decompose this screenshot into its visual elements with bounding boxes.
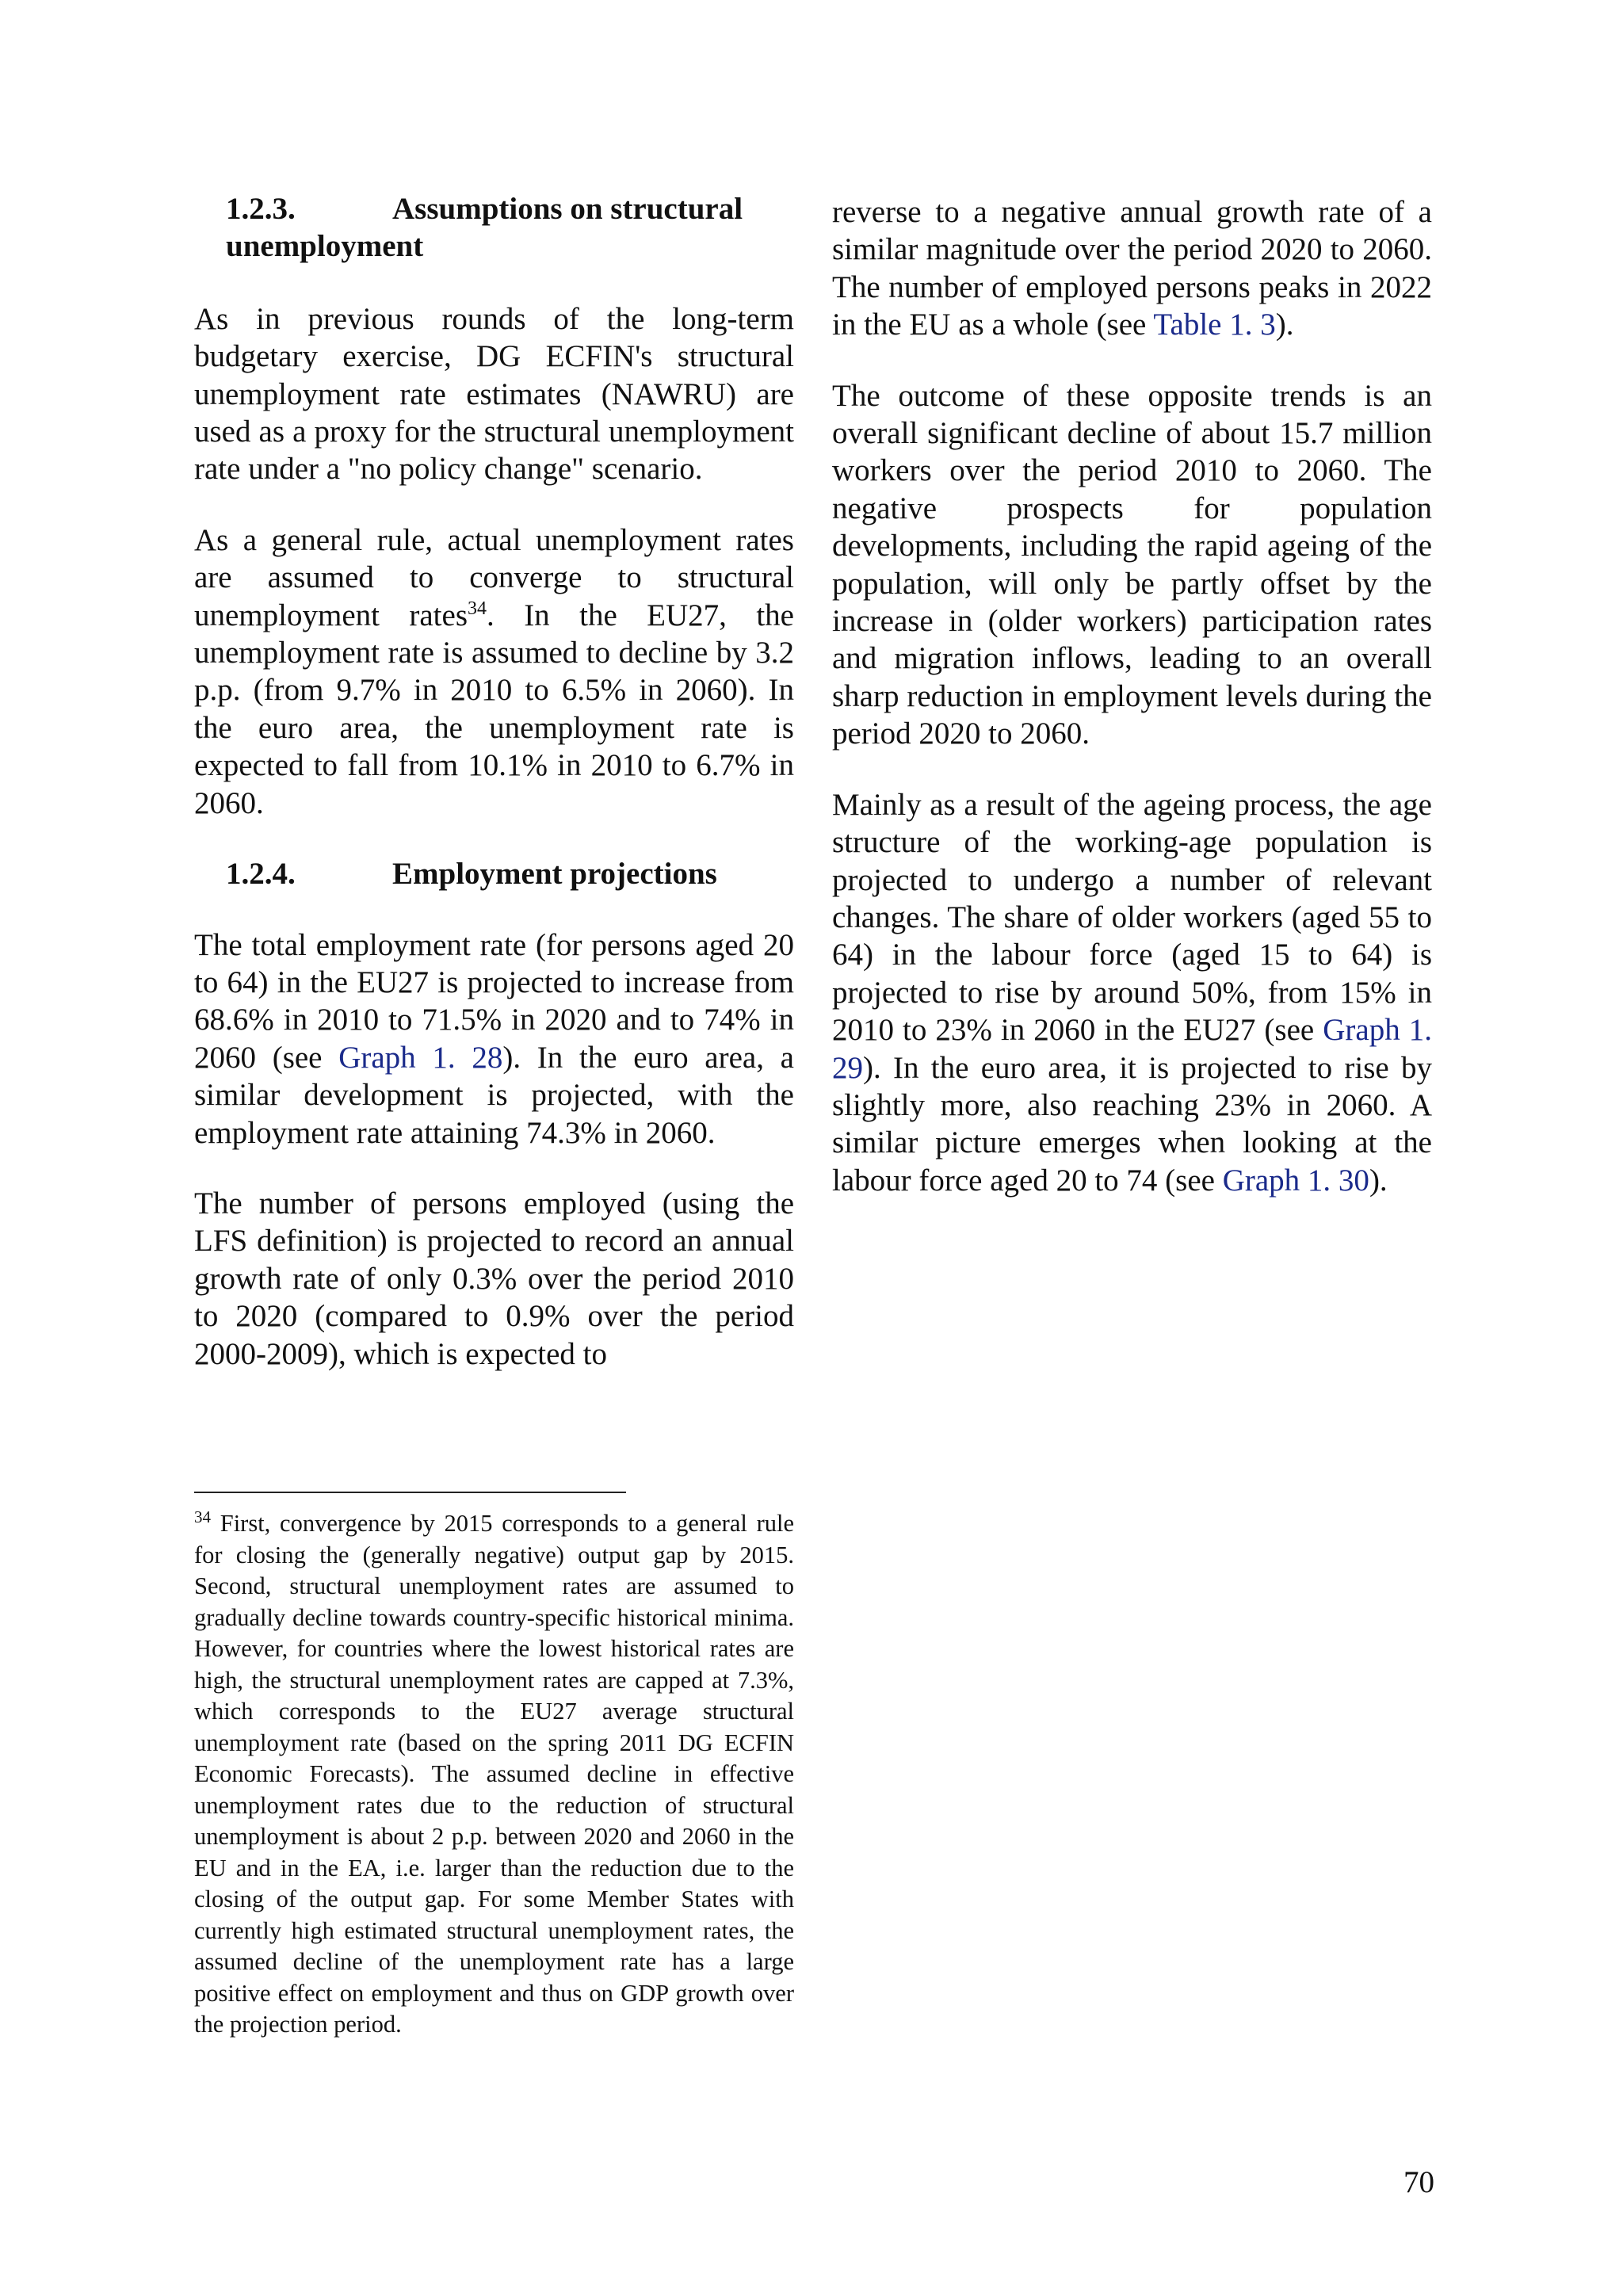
- footnote-34: [194, 1508, 794, 2041]
- section-title: Assumptions on structural unemployment: [226, 192, 743, 264]
- paragraph-text: . In the EU27, the unemployment rate is assumed to decline by 3.2 p.p. (from 9.7% in 2010 to 6.5% in 2060). In the euro area, the unemployment rate is expected to fall from 10.1% in 2010 to 6.7% in 2060.: [194, 598, 794, 820]
- section-heading-1-2-4: [194, 855, 794, 892]
- page-number: 70: [1403, 2165, 1434, 2199]
- paragraph-text: ). In the euro area, it is projected to rise by slightly more, also reaching 23% in 2060. A similar picture emerges when looking at the labour force aged 20 to 74 (see: [832, 1050, 1432, 1198]
- section-number: 1.2.3.: [226, 192, 296, 226]
- footnote-separator: [194, 1492, 626, 1493]
- paragraph-text: ).: [1369, 1163, 1388, 1198]
- paragraph-text: ).: [1275, 308, 1294, 342]
- paragraph-reverse-growth: [832, 193, 1432, 344]
- paragraph-text: As a general rule, actual unemployment rates are assumed to converge to structural unemployment rates: [194, 522, 794, 632]
- footnote-reference[interactable]: 34: [468, 598, 487, 619]
- paragraph-age-structure: [832, 786, 1432, 1199]
- paragraph-convergence: [194, 521, 794, 822]
- paragraph-text: ). In the euro area, a similar development is projected, with the employment rate attaining 74.3% in 2060.: [194, 1040, 794, 1150]
- paragraph-text: The total employment rate (for persons aged 20 to 64) in the EU27 is projected to increase from 68.6% in 2010 to 71.5% in 2020 and to 74% in 2060 (see: [194, 927, 794, 1075]
- footnote-text: First, convergence by 2015 corresponds to a general rule for closing the (generally negative) output gap by 2015. Second, structural unemployment rates are assumed to gradually decline towards country-specific historical minima. However, for countries where the lowest historical rates are high, the structural unemployment rates are capped at 7.3%, which corresponds to the EU27 average structural unemployment rate (based on the spring 2011 DG ECFIN Economic Forecasts). The assumed decline in effective unemployment rates due to the reduction of structural unemployment is about 2 p.p. between 2020 and 2060 in the EU and in the EA, i.e. larger than the reduction due to the closing of the output gap. For some Member States with currently high estimated structural unemployment rates, the assumed decline of the unemployment rate has a large positive effect on employment and thus on GDP growth over the projection period.: [194, 1510, 794, 2038]
- paragraph-nawru: As in previous rounds of the long-term budgetary exercise, DG ECFIN's structural unemployment rate estimates (NAWRU) are used as a proxy for the structural unemployment rate under a "no policy change" scenario.: [194, 301, 794, 487]
- paragraph-opposite-trends: The outcome of these opposite trends is an overall significant decline of about 15.7 million workers over the period 2010 to 2060. The negative prospects for population developments, including the rapid ageing of the population, will only be partly offset by the increase in (older workers) participation rates and migration inflows, leading to an overall sharp reduction in employment levels during the period 2020 to 2060.: [832, 378, 1432, 751]
- table-1-3-link[interactable]: Table 1. 3: [1153, 308, 1276, 342]
- footnote-mark: 34: [194, 1507, 211, 1526]
- section-title: Employment projections: [392, 857, 717, 892]
- paragraph-text: Mainly as a result of the ageing process, the age structure of the working-age population is projected to undergo a number of relevant changes. The share of older workers (aged 55 to 64) in the labour force (aged 15 to 64) is projected to rise by around 50%, from 15% in 2010 to 23% in 2060 in the EU27 (see: [832, 787, 1432, 1048]
- section-heading-1-2-3: [194, 190, 794, 266]
- right-column: [832, 193, 1432, 1232]
- graph-1-28-link[interactable]: Graph 1. 28: [338, 1040, 503, 1075]
- graph-1-29-link[interactable]: Graph 1. 29: [832, 1013, 1432, 1085]
- paragraph-employment-rate: [194, 926, 794, 1152]
- left-column: [194, 190, 794, 1406]
- paragraph-text: reverse to a negative annual growth rate of a similar magnitude over the period 2020 to 2060. The number of employed persons peaks in 2022 in the EU as a whole (see: [832, 195, 1432, 342]
- graph-1-30-link[interactable]: Graph 1. 30: [1222, 1163, 1369, 1198]
- section-number: 1.2.4.: [226, 857, 296, 892]
- paragraph-persons-employed: The number of persons employed (using the LFS definition) is projected to record an annual growth rate of only 0.3% over the period 2010 to 2020 (compared to 0.9% over the period 2000-2009), which is expected to: [194, 1186, 794, 1371]
